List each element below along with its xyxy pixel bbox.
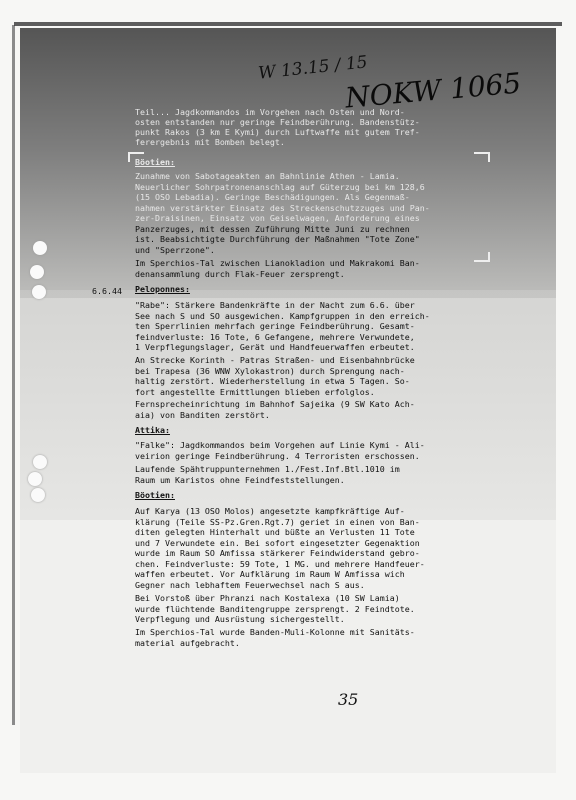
text-line: "Falke": Jagdkommandos beim Vorgehen auf Linie Kymi - Ali- — [135, 440, 425, 450]
text-line: Teil... Jagdkommandos im Vorgehen nach Osten und Nord- — [135, 107, 405, 117]
text-line: veirion geringe Feindberührung. 4 Terroristen erschossen. — [135, 451, 420, 461]
punch-hole-icon — [31, 488, 45, 502]
left-edge-shadow — [12, 25, 15, 725]
handwritten-reference-nokw: NOKW 1065 — [343, 66, 523, 115]
text-line: "Rabe": Stärkere Bandenkräfte in der Nacht zum 6.6. über — [135, 300, 415, 310]
bracket-mark-icon — [474, 252, 490, 262]
text-line: aia) von Banditen zerstört. — [135, 410, 270, 420]
text-line: ten Sperrlinien mehrfach geringe Feindberührung. Gesamt- — [135, 321, 415, 331]
text-line: denansammlung durch Flak-Feuer zersprengt. — [135, 269, 345, 279]
text-line: diten gelegten Hinterhalt und büßte an Verlusten 11 Tote — [135, 527, 415, 537]
punch-hole-icon — [28, 472, 42, 486]
text-line: Panzerzuges, mit dessen Zuführung Mitte Juni zu rechnen — [135, 224, 410, 234]
handwritten-reference-left: W 13.15 / 15 — [257, 52, 369, 84]
text-line: Verpflegung und Ausrüstung sichergestellt. — [135, 614, 345, 624]
section-heading-boeotien-2: Böotien: — [135, 490, 175, 500]
text-line: waffen erbeutet. Vor Aufklärung im Raum W Amfissa wich — [135, 569, 405, 579]
text-line: fort angestellte Ermittlungen blieben erfolglos. — [135, 387, 375, 397]
section-heading-peloponnes: Peloponnes: — [135, 284, 190, 294]
text-line: und 7 Verwundete ein. Bei sofort eingesetzter Gegenaktion — [135, 538, 420, 548]
punch-hole-icon — [33, 455, 47, 469]
text-line: klärung (Teile SS-Pz.Gren.Rgt.7) geriet in einen von Ban- — [135, 517, 420, 527]
text-line: (15 OSO Lebadia). Geringe Beschädigungen. Als Gegenmaß- — [135, 192, 410, 202]
text-line: material aufgebracht. — [135, 638, 240, 648]
text-line: chen. Feindverluste: 59 Tote, 1 MG. und mehrere Handfeuer- — [135, 559, 425, 569]
text-line: Neuerlicher Sohrpatronenanschlag auf Güterzug bei km 128,6 — [135, 182, 425, 192]
text-line: Raum um Karistos ohne Feindfeststellungen. — [135, 475, 345, 485]
handwritten-page-number: 35 — [338, 690, 359, 709]
text-line: osten entstanden nur geringe Feindberührung. Bandenstütz- — [135, 117, 420, 127]
text-line: wurde im Raum SO Amfissa stärkerer Feindwiderstand gebro- — [135, 548, 420, 558]
text-line: feindverluste: 16 Tote, 6 Gefangene, mehrere Verwundete, — [135, 332, 415, 342]
text-line: und "Sperrzone". — [135, 245, 215, 255]
top-edge-shadow — [14, 22, 562, 26]
bracket-mark-icon — [474, 152, 490, 162]
text-line: Auf Karya (13 OSO Molos) angesetzte kampfkräftige Auf- — [135, 506, 405, 516]
text-line: 1 Verpflegungslager, Gerät und Handfeuerwaffen erbeutet. — [135, 342, 415, 352]
text-line: An Strecke Korinth - Patras Straßen- und Eisenbahnbrücke — [135, 355, 415, 365]
text-line: Fernsprecheinrichtung im Bahnhof Sajeika (9 SW Kato Ach- — [135, 399, 415, 409]
text-line: wurde flüchtende Banditengruppe zersprengt. 2 Feindtote. — [135, 604, 415, 614]
text-line: Laufende Spähtruppunternehmen 1./Fest.Inf.Btl.1010 im — [135, 464, 400, 474]
punch-hole-icon — [30, 265, 44, 279]
text-line: Im Sperchios-Tal wurde Banden-Muli-Kolonne mit Sanitäts- — [135, 627, 415, 637]
text-line: bei Trapesa (36 WNW Xylokastron) durch Sprengung nach- — [135, 366, 405, 376]
text-line: ist. Beabsichtigte Durchführung der Maßnahmen "Tote Zone" — [135, 234, 420, 244]
text-line: Im Sperchios-Tal zwischen Lianokladion und Makrakomi Ban- — [135, 258, 420, 268]
section-heading-boeotien: Böotien: — [135, 157, 175, 167]
text-line: Zunahme von Sabotageakten an Bahnlinie Athen - Lamia. — [135, 171, 400, 181]
text-line: See nach S und SO ausgewichen. Kampfgruppen in den erreich- — [135, 311, 430, 321]
text-line: ferergebnis mit Bomben belegt. — [135, 137, 285, 147]
text-line: Bei Vorstoß über Phranzi nach Kostalexa (10 SW Lamia) — [135, 593, 400, 603]
text-line: zer-Draisinen, Einsatz von Geiselwagen, Anforderung eines — [135, 213, 420, 223]
text-line: nahmen verstärkter Einsatz des Streckenschutzzuges und Pan- — [135, 203, 430, 213]
text-line: punkt Rakos (3 km E Kymi) durch Luftwaffe mit gutem Tref- — [135, 127, 420, 137]
text-line: haltig zerstört. Wiederherstellung in etwa 5 Tagen. So- — [135, 376, 410, 386]
entry-date: 6.6.44 — [92, 286, 122, 296]
text-line: Gegner nach lebhaftem Feuerwechsel nach S aus. — [135, 580, 365, 590]
punch-hole-icon — [32, 285, 46, 299]
section-heading-attika: Attika: — [135, 425, 170, 435]
punch-hole-icon — [33, 241, 47, 255]
